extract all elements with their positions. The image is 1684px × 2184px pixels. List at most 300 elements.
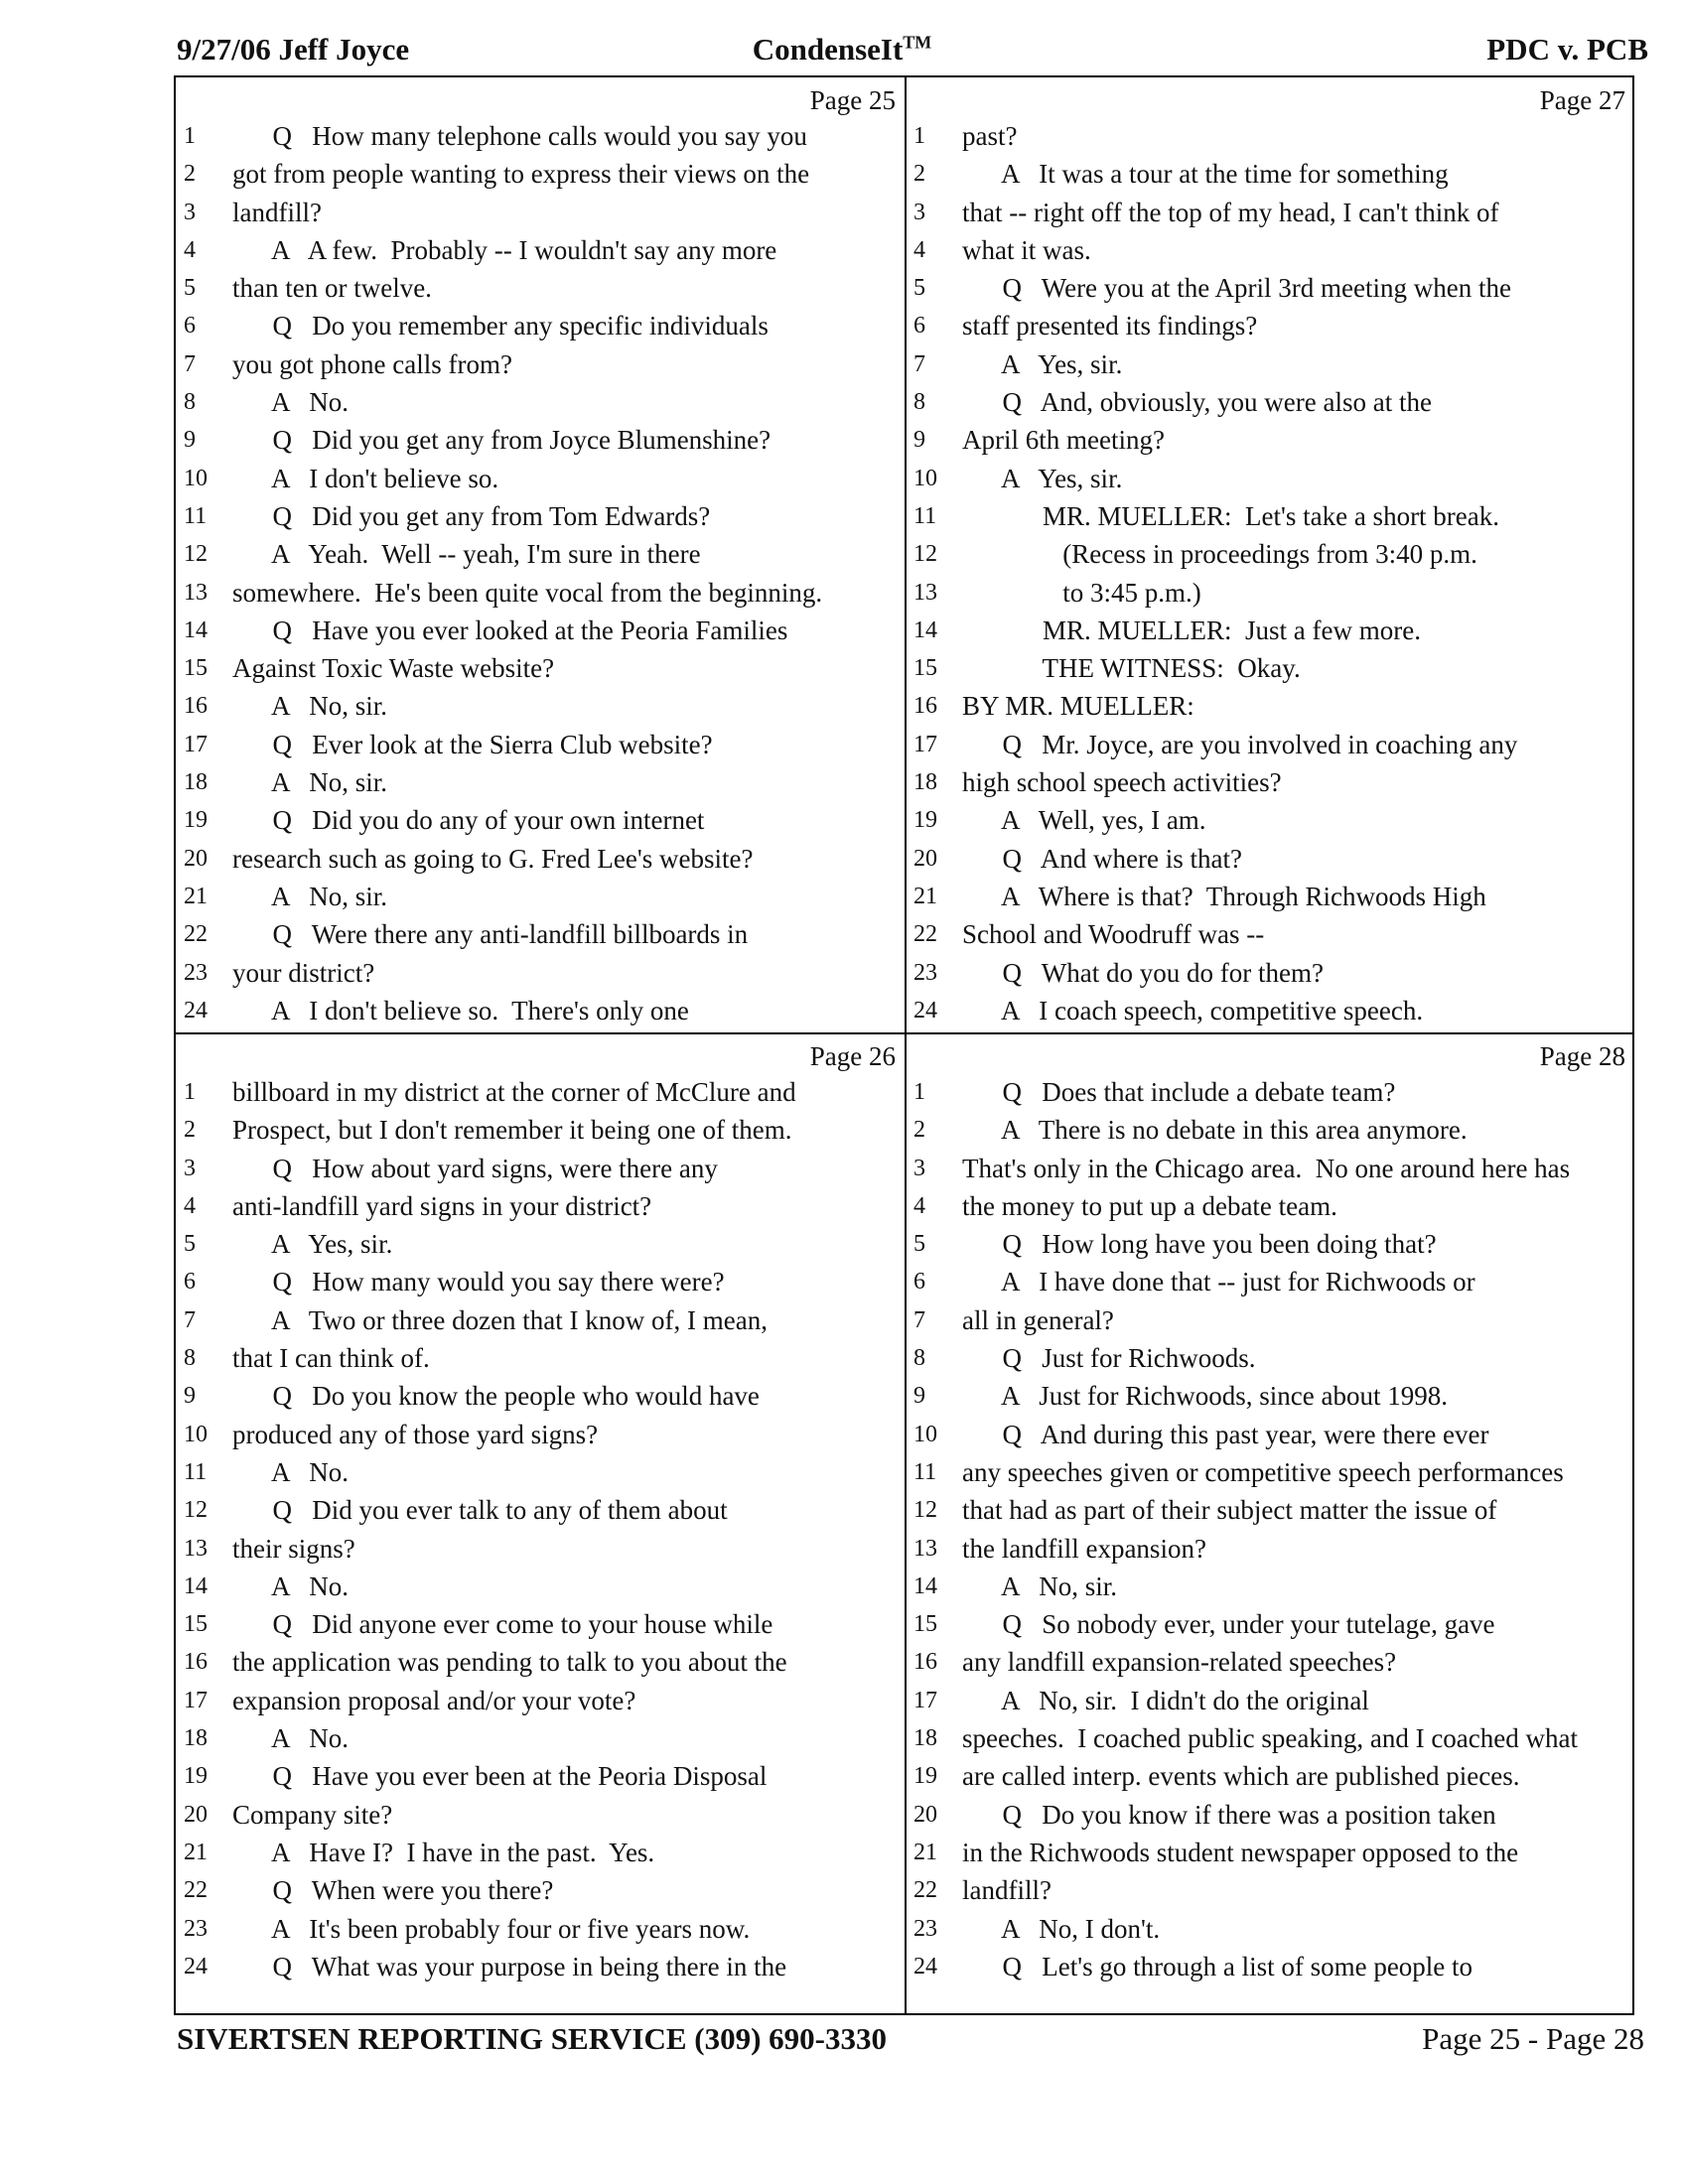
line-number: 16 — [184, 693, 208, 720]
line-number: 9 — [184, 1383, 196, 1410]
transcript-line — [906, 801, 1635, 839]
transcript-line — [906, 1187, 1635, 1225]
line-number: 5 — [184, 275, 196, 302]
transcript-line — [176, 421, 906, 459]
transcript-line — [906, 1530, 1635, 1568]
line-text: past? — [962, 121, 1018, 151]
line-text: Q Does that include a debate team? — [962, 1077, 1396, 1107]
header-case-name: PDC v. PCB — [1486, 32, 1648, 67]
transcript-frame — [174, 75, 1634, 2015]
line-number: 17 — [184, 731, 208, 757]
transcript-line — [906, 840, 1635, 878]
transcript-line — [176, 1301, 906, 1339]
transcript-line — [906, 1605, 1635, 1643]
line-text: Q What do you do for them? — [962, 957, 1324, 988]
line-number: 10 — [913, 1421, 937, 1447]
line-number: 24 — [184, 997, 208, 1024]
line-text: (Recess in proceedings from 3:40 p.m. — [962, 539, 1477, 570]
transcript-line — [176, 687, 906, 725]
header-date-witness: 9/27/06 Jeff Joyce — [177, 32, 410, 67]
transcript-page-25 — [176, 77, 906, 1031]
line-number: 11 — [913, 1458, 937, 1485]
line-text: expansion proposal and/or your vote? — [232, 1685, 636, 1715]
line-number: 22 — [184, 921, 208, 948]
line-text: THE WITNESS: Okay. — [962, 653, 1301, 684]
transcript-line — [176, 1377, 906, 1415]
line-number: 10 — [184, 465, 208, 491]
transcript-lines — [176, 117, 906, 1029]
transcript-line — [176, 763, 906, 801]
line-text: Q How long have you been doing that? — [962, 1229, 1437, 1260]
page-number: Page 25 — [809, 85, 896, 115]
transcript-line — [906, 1568, 1635, 1605]
transcript-line — [176, 1225, 906, 1263]
transcript-line — [906, 345, 1635, 383]
transcript-line — [176, 1605, 906, 1643]
transcript-line — [176, 194, 906, 231]
line-text: Q How many would you say there were? — [232, 1267, 725, 1297]
line-text: Prospect, but I don't remember it being one of them. — [232, 1115, 792, 1146]
line-text: Q So nobody ever, under your tutelage, gave — [962, 1609, 1495, 1640]
transcript-line — [906, 992, 1635, 1029]
line-text: any speeches given or competitive speech performances — [962, 1456, 1564, 1487]
transcript-line — [176, 1568, 906, 1605]
line-text: somewhere. He's been quite vocal from the beginning. — [232, 577, 823, 608]
transcript-lines — [906, 1073, 1635, 1985]
line-number: 1 — [184, 123, 196, 149]
transcript-line — [176, 155, 906, 193]
line-number: 14 — [184, 616, 208, 643]
line-text: anti-landfill yard signs in your district? — [232, 1190, 652, 1221]
line-number: 1 — [184, 1079, 196, 1105]
transcript-line — [176, 840, 906, 878]
line-text: Q Were there any anti-landfill billboards in — [232, 919, 749, 950]
line-text: any landfill expansion-related speeches? — [962, 1647, 1397, 1678]
line-number: 8 — [913, 1345, 925, 1372]
transcript-line — [906, 535, 1635, 573]
line-text: landfill? — [232, 197, 322, 227]
transcript-line — [906, 460, 1635, 497]
line-number: 3 — [184, 1155, 196, 1181]
line-text: BY MR. MUELLER: — [962, 691, 1194, 722]
line-text: Q When were you there? — [232, 1875, 554, 1906]
line-number: 20 — [913, 845, 937, 872]
transcript-line — [906, 1871, 1635, 1909]
line-number: 13 — [913, 579, 937, 606]
line-number: 9 — [913, 1383, 925, 1410]
line-number: 8 — [184, 1345, 196, 1372]
line-number: 12 — [913, 1497, 937, 1524]
line-number: 1 — [913, 123, 925, 149]
line-text: you got phone calls from? — [232, 348, 512, 379]
page-number: Page 26 — [809, 1041, 896, 1071]
line-text: A No. — [232, 1723, 350, 1754]
line-number: 19 — [913, 1763, 937, 1790]
transcript-line — [906, 1948, 1635, 1985]
transcript-line — [906, 1377, 1635, 1415]
line-number: 13 — [913, 1535, 937, 1562]
transcript-line — [906, 231, 1635, 269]
line-number: 22 — [184, 1877, 208, 1904]
line-number: 13 — [184, 579, 208, 606]
line-text: all in general? — [962, 1304, 1114, 1335]
line-text: A Yes, sir. — [962, 463, 1123, 493]
line-text: A Yes, sir. — [232, 1229, 393, 1260]
line-text: speeches. I coached public speaking, and I coached what — [962, 1723, 1578, 1754]
line-number: 23 — [913, 959, 937, 986]
transcript-line — [906, 155, 1635, 193]
transcript-line — [176, 1834, 906, 1871]
line-number: 24 — [184, 1953, 208, 1979]
footer-page-range: Page 25 - Page 28 — [1422, 2021, 1644, 2056]
transcript-line — [176, 1643, 906, 1681]
line-text: Q How about yard signs, were there any — [232, 1153, 718, 1183]
line-text: landfill? — [962, 1875, 1052, 1906]
line-text: A No, sir. — [232, 881, 388, 911]
transcript-lines — [906, 117, 1635, 1029]
transcript-line — [176, 231, 906, 269]
line-text: research such as going to G. Fred Lee's website? — [232, 843, 754, 874]
transcript-line — [176, 1491, 906, 1529]
line-text: A Two or three dozen that I know of, I mean, — [232, 1304, 768, 1335]
line-number: 18 — [184, 1725, 208, 1752]
line-number: 3 — [913, 199, 925, 225]
line-number: 17 — [913, 731, 937, 757]
line-text: to 3:45 p.m.) — [962, 577, 1201, 608]
line-number: 2 — [913, 1117, 925, 1144]
line-text: Q And, obviously, you were also at the — [962, 387, 1432, 418]
line-number: 14 — [913, 616, 937, 643]
line-text: A It was a tour at the time for something — [962, 159, 1449, 190]
line-number: 6 — [913, 313, 925, 340]
line-number: 10 — [184, 1421, 208, 1447]
line-number: 15 — [913, 655, 937, 682]
transcript-line — [906, 307, 1635, 344]
transcript-line — [906, 1225, 1635, 1263]
line-text: A Yeah. Well -- yeah, I'm sure in there — [232, 539, 701, 570]
transcript-line — [176, 1796, 906, 1834]
line-number: 15 — [184, 1611, 208, 1638]
transcript-line — [176, 1073, 906, 1111]
header-product-name: CondenseIt — [752, 32, 904, 67]
line-text: School and Woodruff was -- — [962, 919, 1265, 950]
line-number: 24 — [913, 1953, 937, 1979]
line-text: MR. MUELLER: Let's take a short break. — [962, 500, 1500, 531]
transcript-line — [176, 1910, 906, 1948]
footer-reporting-service: SIVERTSEN REPORTING SERVICE (309) 690-3330 — [177, 2021, 887, 2056]
line-number: 11 — [184, 502, 208, 529]
line-text: April 6th meeting? — [962, 425, 1165, 456]
line-text: A No. — [232, 387, 350, 418]
line-text: Q What was your purpose in being there in the — [232, 1951, 787, 1981]
line-text: Q Just for Richwoods. — [962, 1343, 1256, 1374]
transcript-line — [906, 1719, 1635, 1757]
transcript-line — [176, 117, 906, 155]
transcript-line — [176, 307, 906, 344]
line-number: 2 — [913, 161, 925, 188]
line-text: the application was pending to talk to you about the — [232, 1647, 787, 1678]
line-text: A No, sir. I didn't do the original — [962, 1685, 1369, 1715]
transcript-page-27 — [906, 77, 1635, 1031]
line-text: A No. — [232, 1456, 350, 1487]
line-text: A Where is that? Through Richwoods High — [962, 881, 1486, 911]
line-number: 23 — [184, 959, 208, 986]
transcript-line — [906, 194, 1635, 231]
transcript-line — [906, 726, 1635, 763]
line-text: A Have I? I have in the past. Yes. — [232, 1837, 655, 1867]
transcript-line — [906, 1796, 1635, 1834]
transcript-line — [906, 1757, 1635, 1795]
line-text: that I can think of. — [232, 1343, 430, 1374]
transcript-line — [176, 574, 906, 612]
transcript-line — [176, 1416, 906, 1453]
line-text: Q How many telephone calls would you say you — [232, 121, 807, 151]
line-number: 6 — [184, 313, 196, 340]
line-text: what it was. — [962, 234, 1091, 265]
transcript-line — [906, 954, 1635, 992]
line-text: A No, sir. — [232, 767, 388, 798]
line-number: 4 — [913, 1192, 925, 1219]
line-number: 9 — [184, 427, 196, 454]
line-number: 19 — [184, 1763, 208, 1790]
line-number: 19 — [913, 807, 937, 834]
transcript-line — [906, 1073, 1635, 1111]
line-number: 21 — [184, 1839, 208, 1865]
line-number: 21 — [184, 883, 208, 909]
transcript-line — [176, 1150, 906, 1187]
line-number: 23 — [184, 1915, 208, 1942]
line-text: are called interp. events which are published pieces. — [962, 1761, 1520, 1792]
line-number: 16 — [184, 1649, 208, 1676]
transcript-line — [906, 421, 1635, 459]
line-text: A It's been probably four or five years now. — [232, 1913, 751, 1944]
line-number: 7 — [184, 350, 196, 377]
line-number: 3 — [913, 1155, 925, 1181]
line-text: Q Did you get any from Tom Edwards? — [232, 500, 711, 531]
line-number: 6 — [184, 1269, 196, 1296]
line-number: 8 — [913, 389, 925, 416]
transcript-line — [176, 1187, 906, 1225]
line-number: 5 — [184, 1231, 196, 1258]
line-text: Q Did anyone ever come to your house while — [232, 1609, 773, 1640]
line-number: 7 — [184, 1306, 196, 1333]
transcript-line — [176, 726, 906, 763]
line-text: Q And during this past year, were there ever — [962, 1419, 1489, 1449]
transcript-line — [906, 1416, 1635, 1453]
line-number: 5 — [913, 1231, 925, 1258]
line-text: high school speech activities? — [962, 767, 1282, 798]
line-number: 21 — [913, 1839, 937, 1865]
transcript-line — [906, 649, 1635, 687]
transcript-line — [906, 269, 1635, 307]
transcript-line — [906, 1643, 1635, 1681]
line-number: 15 — [184, 655, 208, 682]
transcript-line — [176, 345, 906, 383]
line-text: A Well, yes, I am. — [962, 805, 1206, 836]
line-number: 10 — [913, 465, 937, 491]
line-number: 16 — [913, 693, 937, 720]
transcript-line — [906, 383, 1635, 421]
line-text: billboard in my district at the corner of McClure and — [232, 1077, 796, 1107]
header-product — [0, 30, 1684, 69]
line-text: A I don't believe so. There's only one — [232, 995, 689, 1025]
transcript-line — [176, 1682, 906, 1719]
transcript-line — [176, 1719, 906, 1757]
page-number: Page 27 — [1539, 85, 1625, 115]
line-text: Against Toxic Waste website? — [232, 653, 555, 684]
transcript-page-26 — [176, 1033, 906, 1987]
line-number: 16 — [913, 1649, 937, 1676]
transcript-line — [906, 687, 1635, 725]
line-number: 20 — [913, 1801, 937, 1828]
line-text: Q Did you do any of your own internet — [232, 805, 705, 836]
line-text: A Yes, sir. — [962, 348, 1123, 379]
page-number: Page 28 — [1539, 1041, 1625, 1071]
transcript-line — [176, 1948, 906, 1985]
transcript-line — [176, 383, 906, 421]
line-text: A No, sir. — [962, 1570, 1118, 1601]
line-text: the money to put up a debate team. — [962, 1190, 1337, 1221]
line-text: Q Have you ever been at the Peoria Disposal — [232, 1761, 768, 1792]
line-number: 4 — [184, 236, 196, 263]
line-text: in the Richwoods student newspaper opposed to the — [962, 1837, 1519, 1867]
line-number: 11 — [184, 1458, 208, 1485]
line-number: 2 — [184, 1117, 196, 1144]
transcript-line — [906, 1834, 1635, 1871]
line-text: A I don't believe so. — [232, 463, 499, 493]
line-number: 20 — [184, 1801, 208, 1828]
line-number: 7 — [913, 1306, 925, 1333]
line-number: 9 — [913, 427, 925, 454]
line-text: MR. MUELLER: Just a few more. — [962, 614, 1421, 645]
trademark-mark: TM — [903, 32, 932, 53]
line-number: 14 — [184, 1572, 208, 1599]
transcript-line — [906, 915, 1635, 953]
transcript-line — [176, 497, 906, 535]
transcript-line — [176, 992, 906, 1029]
line-number: 14 — [913, 1572, 937, 1599]
line-text: your district? — [232, 957, 375, 988]
line-text: A A few. Probably -- I wouldn't say any more — [232, 234, 777, 265]
line-text: A No, I don't. — [962, 1913, 1161, 1944]
line-number: 4 — [184, 1192, 196, 1219]
line-number: 22 — [913, 1877, 937, 1904]
line-text: Q Did you get any from Joyce Blumenshine? — [232, 425, 772, 456]
line-number: 6 — [913, 1269, 925, 1296]
transcript-line — [906, 1453, 1635, 1491]
line-text: that -- right off the top of my head, I can't think of — [962, 197, 1499, 227]
line-text: staff presented its findings? — [962, 311, 1258, 341]
transcript-line — [906, 574, 1635, 612]
transcript-line — [906, 1111, 1635, 1149]
line-text: got from people wanting to express their views on the — [232, 159, 810, 190]
transcript-line — [176, 878, 906, 915]
line-text: Q Ever look at the Sierra Club website? — [232, 729, 713, 759]
line-number: 20 — [184, 845, 208, 872]
line-text: A Just for Richwoods, since about 1998. — [962, 1381, 1448, 1412]
line-number: 12 — [184, 541, 208, 568]
transcript-line — [176, 612, 906, 649]
transcript-line — [176, 649, 906, 687]
transcript-page-28 — [906, 1033, 1635, 1987]
line-text: A I have done that -- just for Richwoods or — [962, 1267, 1475, 1297]
line-text: that had as part of their subject matter the issue of — [962, 1495, 1497, 1526]
line-number: 24 — [913, 997, 937, 1024]
line-number: 23 — [913, 1915, 937, 1942]
transcript-line — [176, 460, 906, 497]
line-number: 18 — [184, 769, 208, 796]
transcript-line — [906, 1263, 1635, 1300]
transcript-line — [176, 1453, 906, 1491]
line-number: 22 — [913, 921, 937, 948]
line-text: the landfill expansion? — [962, 1533, 1206, 1564]
line-text: Q Do you know the people who would have — [232, 1381, 760, 1412]
line-number: 3 — [184, 199, 196, 225]
line-text: Q Mr. Joyce, are you involved in coaching any — [962, 729, 1518, 759]
transcript-line — [176, 1111, 906, 1149]
transcript-line — [906, 763, 1635, 801]
line-text: Q Were you at the April 3rd meeting when the — [962, 273, 1511, 304]
line-number: 15 — [913, 1611, 937, 1638]
transcript-line — [906, 497, 1635, 535]
line-text: Company site? — [232, 1799, 393, 1830]
transcript-line — [906, 878, 1635, 915]
transcript-line — [906, 1682, 1635, 1719]
line-number: 2 — [184, 161, 196, 188]
line-text: A There is no debate in this area anymore. — [962, 1115, 1468, 1146]
line-number: 18 — [913, 769, 937, 796]
transcript-line — [176, 1339, 906, 1377]
line-number: 17 — [913, 1687, 937, 1713]
line-text: A No. — [232, 1570, 350, 1601]
transcript-line — [176, 1530, 906, 1568]
transcript-line — [176, 1263, 906, 1300]
line-text: Q Let's go through a list of some people to — [962, 1951, 1474, 1981]
transcript-line — [176, 1871, 906, 1909]
line-text: That's only in the Chicago area. No one around here has — [962, 1153, 1571, 1183]
line-text: Q Did you ever talk to any of them about — [232, 1495, 728, 1526]
line-number: 18 — [913, 1725, 937, 1752]
line-number: 12 — [184, 1497, 208, 1524]
transcript-line — [176, 1757, 906, 1795]
transcript-line — [906, 612, 1635, 649]
line-number: 4 — [913, 236, 925, 263]
line-text: Q Have you ever looked at the Peoria Families — [232, 614, 788, 645]
line-number: 7 — [913, 350, 925, 377]
transcript-line — [906, 1339, 1635, 1377]
line-number: 13 — [184, 1535, 208, 1562]
line-text: their signs? — [232, 1533, 355, 1564]
transcript-line — [176, 915, 906, 953]
transcript-line — [906, 1301, 1635, 1339]
line-text: produced any of those yard signs? — [232, 1419, 599, 1449]
line-text: A I coach speech, competitive speech. — [962, 995, 1424, 1025]
line-text: Q Do you know if there was a position taken — [962, 1799, 1496, 1830]
transcript-line — [176, 269, 906, 307]
line-number: 5 — [913, 275, 925, 302]
line-text: Q And where is that? — [962, 843, 1242, 874]
transcript-line — [906, 1150, 1635, 1187]
line-number: 19 — [184, 807, 208, 834]
line-text: Q Do you remember any specific individuals — [232, 311, 769, 341]
transcript-line — [176, 535, 906, 573]
line-number: 12 — [913, 541, 937, 568]
transcript-lines — [176, 1073, 906, 1985]
line-number: 17 — [184, 1687, 208, 1713]
line-text: than ten or twelve. — [232, 273, 432, 304]
transcript-line — [906, 1910, 1635, 1948]
line-text: A No, sir. — [232, 691, 388, 722]
